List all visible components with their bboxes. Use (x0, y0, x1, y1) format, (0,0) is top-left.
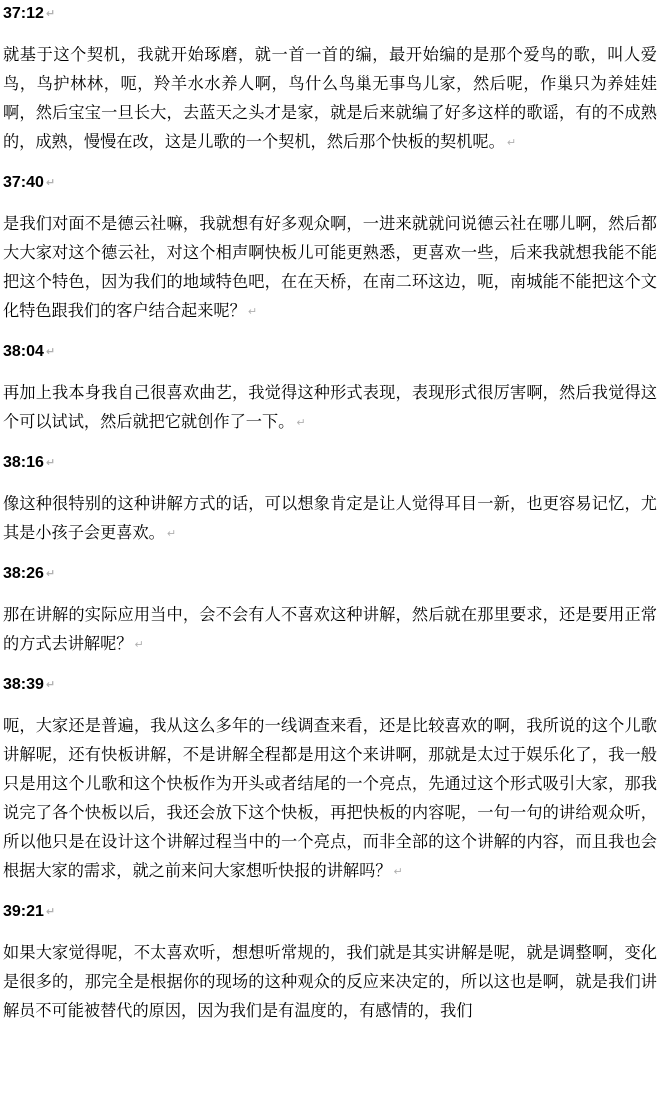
timestamp: 38:26 ↵ (3, 565, 56, 582)
paragraph-mark-icon: ↵ (506, 136, 517, 149)
paragraph-mark-icon: ↵ (166, 527, 177, 540)
timestamp: 38:39 ↵ (3, 676, 56, 693)
transcript-document (3, 0, 657, 1025)
transcript-paragraph: 就基于这个契机，我就开始琢磨，就一首一首的编，最开始编的是那个爱鸟的歌，叫人爱鸟，鸟护林林，呃，羚羊水水养人啊，鸟什么鸟巢无事鸟儿家，然后呢，作巢只为养娃娃啊，然后宝宝一旦长大，去蓝天之头才是家，就是后来就编了好多这样的歌谣，有的不成熟的，成熟，慢慢在改，这是儿歌的一个契机，然后那个快板的契机呢。 ↵ (3, 45, 657, 151)
transcript-entry (3, 898, 657, 1025)
paragraph-mark-icon: ↵ (393, 865, 403, 878)
timestamp: 39:21 ↵ (3, 903, 56, 920)
paragraph-mark-icon: ↵ (247, 305, 258, 318)
transcript-paragraph: 那在讲解的实际应用当中，会不会有人不喜欢这种讲解，然后就在那里要求，还是要用正常的方式去讲解呢？ ↵ (3, 605, 657, 653)
transcript-paragraph: 呃，大家还是普遍，我从这么多年的一线调查来看，还是比较喜欢的啊，我所说的这个儿歌讲解呢，还有快板讲解，不是讲解全程都是用这个来讲啊，那就是太过于娱乐化了，我一般只是用这个儿歌和这个快板作为开头或者结尾的一个亮点，先通过这个形式吸引大家，那我说完了各个快板以后，我还会放下这个快板，再把快板的内容呢，一句一句的讲给观众听，所以他只是在设计这个讲解过程当中的一个亮点，而非全部的这个讲解的内容，而且我也会根据大家的需求，就之前来问大家想听快报的讲解吗？ ↵ (3, 716, 657, 880)
timestamp: 37:40 ↵ (3, 174, 56, 191)
paragraph-mark-icon: ↵ (134, 638, 144, 651)
timestamp: 37:12 ↵ (3, 5, 56, 22)
paragraph-mark-icon: ↵ (45, 345, 56, 358)
timestamp: 38:04 ↵ (3, 343, 56, 360)
transcript-paragraph: 是我们对面不是德云社嘛，我就想有好多观众啊，一进来就就问说德云社在哪儿啊，然后都大大家对这个德云社，对这个相声啊快板儿可能更熟悉，更喜欢一些，后来我就想我能不能把这个特色，因为我们的地域特色吧，在在天桥，在南二环这边，呃，南城能不能把这个文化特色跟我们的客户结合起来呢？ ↵ (3, 214, 657, 320)
transcript-paragraph: 像这种很特别的这种讲解方式的话，可以想象肯定是让人觉得耳目一新，也更容易记忆，尤其是小孩子会更喜欢。 ↵ (3, 494, 657, 542)
transcript-entry (3, 169, 657, 338)
transcript-paragraph: 如果大家觉得呢，不太喜欢听，想想听常规的，我们就是其实讲解是呢，就是调整啊，变化是很多的，那完全是根据你的现场的这种观众的反应来决定的，所以这也是啊，就是我们讲解员不可能被替代的原因，因为我们是有温度的，有感情的，我们 (3, 943, 657, 1020)
paragraph-mark-icon: ↵ (296, 416, 306, 429)
transcript-entry (3, 338, 657, 449)
paragraph-mark-icon: ↵ (45, 176, 56, 189)
paragraph-mark-icon: ↵ (45, 905, 56, 918)
transcript-entry (3, 449, 657, 560)
timestamp: 38:16 ↵ (3, 454, 56, 471)
paragraph-mark-icon: ↵ (45, 456, 56, 469)
transcript-entry (3, 560, 657, 671)
transcript-paragraph: 再加上我本身我自己很喜欢曲艺，我觉得这种形式表现，表现形式很厉害啊，然后我觉得这个可以试试，然后就把它就创作了一下。 ↵ (3, 383, 657, 431)
transcript-entry (3, 0, 657, 169)
paragraph-mark-icon: ↵ (45, 7, 56, 20)
paragraph-mark-icon: ↵ (45, 567, 56, 580)
transcript-entry (3, 671, 657, 898)
paragraph-mark-icon: ↵ (45, 678, 56, 691)
